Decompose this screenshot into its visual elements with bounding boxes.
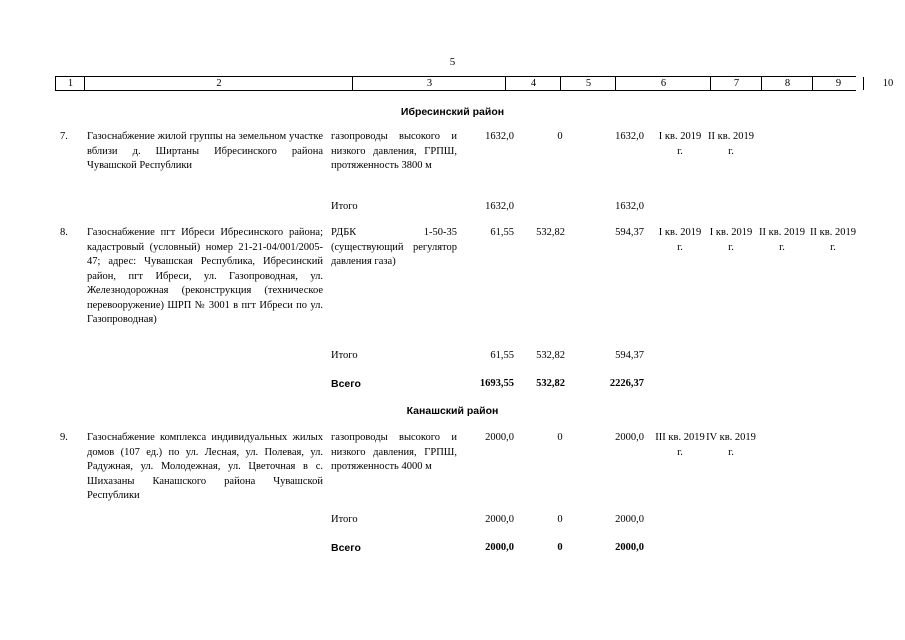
value-col4: 2000,0 — [485, 432, 514, 443]
grand-total-col6: 2000,0 — [615, 542, 644, 553]
value-col6: 1632,0 — [615, 131, 644, 142]
value-col4: 1632,0 — [485, 131, 514, 142]
column-header-3: 3 — [352, 77, 506, 90]
value-col5: 0 — [557, 432, 563, 443]
value-col6: 2000,0 — [615, 432, 644, 443]
period-col10: II кв. 2019 г. — [810, 227, 856, 253]
column-header-9: 9 — [812, 77, 864, 90]
row-number: 8. — [60, 227, 68, 238]
value-col5: 532,82 — [536, 227, 565, 238]
column-header-4: 4 — [505, 77, 561, 90]
row-number: 9. — [60, 432, 68, 443]
grand-total-col6: 2226,37 — [609, 378, 644, 389]
object-type: газопроводы высокого и низкого давления, ГРПШ, протяженность 3800 м — [331, 131, 457, 171]
period-col8: II кв. 2019 г. — [708, 131, 754, 157]
column-header-5: 5 — [560, 77, 616, 90]
grand-total-col4: 2000,0 — [485, 542, 514, 553]
row-number: 7. — [60, 131, 68, 142]
object-type: газопроводы высокого и низкого давления, ГРПШ, протяженность 4000 м — [331, 432, 457, 472]
value-col6: 594,37 — [615, 227, 644, 238]
subtotal-col6: 594,37 — [615, 350, 644, 361]
period-col7: I кв. 2019 г. — [658, 227, 702, 253]
grand-total-col5: 532,82 — [536, 378, 565, 389]
column-header-7: 7 — [710, 77, 762, 90]
subtotal-col4: 61,55 — [490, 350, 514, 361]
subtotal-col4: 1632,0 — [485, 201, 514, 212]
subtotal-col5: 532,82 — [536, 350, 565, 361]
grand-total-col5: 0 — [557, 542, 563, 553]
grand-total-label: Всего — [331, 378, 361, 390]
section-title-kanash: Канашский район — [406, 405, 499, 417]
column-header-6: 6 — [615, 77, 711, 90]
period-col9: II кв. 2019 г. — [759, 227, 805, 253]
object-description: Газоснабжение пгт Ибреси Ибресинского района; кадастровый (условный) номер 21-21-04/001/2005-47; адрес: Чувашская Республика, Ибресинский район, пгт Ибреси, ул. Газопроводная, ул. Железнодорожная (реконструкция (техническое перевооружение) ШРП № 3001 в пгт Ибреси по ул. Газопроводная) — [87, 227, 323, 325]
grand-total-col4: 1693,55 — [479, 378, 514, 389]
subtotal-label: Итого — [331, 514, 358, 525]
subtotal-col6: 1632,0 — [615, 201, 644, 212]
object-type: РДБК 1-50-35 (существующий регулятор давления газа) — [331, 227, 457, 267]
subtotal-label: Итого — [331, 350, 358, 361]
subtotal-col6: 2000,0 — [615, 514, 644, 525]
period-col7: III кв. 2019 г. — [655, 432, 705, 458]
page-number: 5 — [449, 56, 456, 68]
value-col4: 61,55 — [490, 227, 514, 238]
column-header-8: 8 — [761, 77, 813, 90]
column-header-1: 1 — [55, 77, 85, 90]
grand-total-label: Всего — [331, 542, 361, 554]
column-header-row — [55, 76, 894, 91]
object-description: Газоснабжение комплекса индивидуальных жилых домов (107 ед.) по ул. Лесная, ул. Полевая, ул. Радужная, ул. Молодежная, ул. Цветочная в с. Шихазаны Канашского района Чувашской Республики — [87, 432, 323, 501]
section-title-ibresi: Ибресинский район — [400, 106, 505, 118]
period-col8: I кв. 2019 г. — [709, 227, 753, 253]
period-col7: I кв. 2019 г. — [658, 131, 702, 157]
object-description: Газоснабжение жилой группы на земельном участке вблизи д. Ширтаны Ибресинского района Чувашской Республики — [87, 131, 323, 171]
column-header-2: 2 — [84, 77, 353, 90]
subtotal-col4: 2000,0 — [485, 514, 514, 525]
value-col5: 0 — [557, 131, 563, 142]
period-col8: IV кв. 2019 г. — [706, 432, 756, 458]
subtotal-col5: 0 — [557, 514, 563, 525]
subtotal-label: Итого — [331, 201, 358, 212]
column-header-10: 10 — [863, 77, 905, 90]
